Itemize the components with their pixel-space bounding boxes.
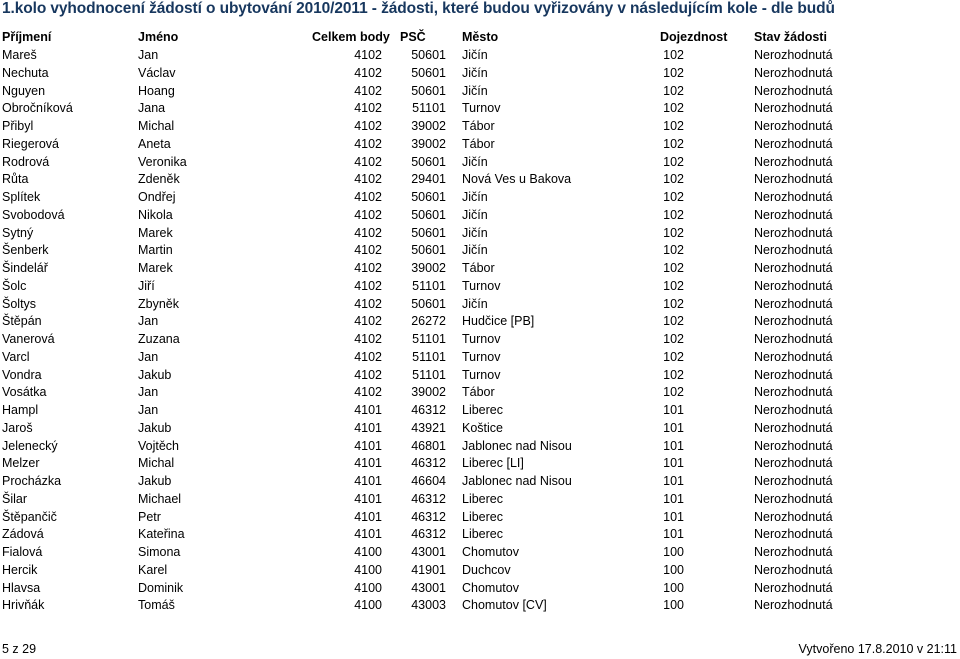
cell-stav-zadosti: Nerozhodnutá [754,456,833,471]
cell-psc: 26272 [411,314,446,329]
cell-stav-zadosti: Nerozhodnutá [754,598,833,613]
cell-psc: 43003 [411,598,446,613]
cell-dojezdnost: 102 [663,367,684,382]
cell-jmeno: Vojtěch [138,438,180,453]
cell-celkem-body: 4101 [354,509,382,524]
cell-stav-zadosti: Nerozhodnutá [754,278,833,293]
cell-psc: 50601 [411,83,446,98]
cell-stav-zadosti: Nerozhodnutá [754,580,833,595]
cell-dojezdnost: 100 [663,562,684,577]
cell-celkem-body: 4101 [354,491,382,506]
cell-dojezdnost: 102 [663,261,684,275]
cell-prijmeni: Mareš [2,48,37,62]
cell-celkem-body: 4101 [354,474,382,488]
cell-stav-zadosti: Nerozhodnutá [754,190,833,204]
cell-jmeno: Michal [138,119,175,133]
cell-mesto: Tábor [462,119,495,133]
cell-mesto: Liberec [462,491,503,506]
table-row [0,296,960,314]
cell-celkem-body: 4102 [354,154,382,169]
cell-stav-zadosti: Nerozhodnutá [754,65,833,80]
cell-stav-zadosti: Nerozhodnutá [754,154,833,169]
cell-psc: 50601 [411,48,446,62]
cell-stav-zadosti: Nerozhodnutá [754,296,833,311]
table-row [0,580,960,598]
cell-prijmeni: Šoltys [2,296,37,311]
cell-jmeno: Dominik [138,580,184,595]
cell-psc: 46312 [411,491,446,506]
cell-celkem-body: 4101 [354,527,382,542]
cell-celkem-body: 4101 [354,420,382,435]
cell-jmeno: Tomáš [138,598,175,613]
cell-jmeno: Jan [138,314,159,329]
cell-celkem-body: 4102 [354,349,382,364]
cell-psc: 39002 [411,261,446,275]
cell-dojezdnost: 102 [663,65,684,80]
cell-stav-zadosti: Nerozhodnutá [754,545,833,559]
column-header-stav-zadosti: Stav žádosti [754,30,827,44]
column-header-jmeno: Jméno [138,30,179,44]
cell-dojezdnost: 102 [663,172,684,187]
cell-celkem-body: 4100 [354,545,382,559]
table-row [0,509,960,527]
cell-stav-zadosti: Nerozhodnutá [754,385,833,400]
cell-prijmeni: Šindelář [2,261,48,275]
cell-jmeno: Hoang [138,83,175,98]
cell-stav-zadosti: Nerozhodnutá [754,136,833,151]
cell-mesto: Nová Ves u Bakova [462,172,572,187]
cell-dojezdnost: 102 [663,243,684,258]
cell-dojezdnost: 102 [663,207,684,222]
cell-dojezdnost: 100 [663,598,684,613]
cell-mesto: Liberec [462,527,503,542]
cell-stav-zadosti: Nerozhodnutá [754,509,833,524]
table-row [0,65,960,83]
cell-celkem-body: 4102 [354,136,382,151]
cell-psc: 46312 [411,403,446,417]
cell-jmeno: Aneta [138,136,171,151]
cell-jmeno: Zbyněk [138,296,179,311]
cell-stav-zadosti: Nerozhodnutá [754,48,833,62]
cell-jmeno: Jakub [138,367,172,382]
created-timestamp: Vytvořeno 17.8.2010 v 21:11 [798,642,957,656]
cell-prijmeni: Vanerová [2,332,55,346]
cell-jmeno: Jakub [138,420,172,435]
cell-jmeno: Zdeněk [138,172,180,187]
cell-prijmeni: Štěpán [2,314,42,329]
cell-mesto: Chomutov [462,545,519,559]
table-row [0,438,960,456]
cell-dojezdnost: 101 [663,509,684,524]
cell-dojezdnost: 102 [663,385,684,400]
cell-dojezdnost: 102 [663,136,684,151]
cell-psc: 51101 [412,349,446,364]
cell-jmeno: Nikola [138,207,173,222]
cell-dojezdnost: 102 [663,332,684,346]
cell-stav-zadosti: Nerozhodnutá [754,314,833,329]
cell-mesto: Hudčice [PB] [462,314,535,329]
cell-dojezdnost: 100 [663,580,684,595]
cell-psc: 50601 [411,296,446,311]
cell-dojezdnost: 102 [663,314,684,329]
cell-mesto: Jičín [462,207,488,222]
cell-jmeno: Jan [138,48,159,62]
cell-celkem-body: 4100 [354,562,382,577]
cell-prijmeni: Sytný [2,225,34,240]
table-row [0,189,960,207]
column-header-celkem-body: Celkem body [312,30,390,44]
cell-prijmeni: Obročníková [2,101,73,116]
cell-dojezdnost: 102 [663,101,684,116]
cell-dojezdnost: 100 [663,545,684,559]
cell-celkem-body: 4100 [354,580,382,595]
cell-celkem-body: 4101 [354,403,382,417]
cell-stav-zadosti: Nerozhodnutá [754,349,833,364]
cell-dojezdnost: 102 [663,190,684,204]
cell-psc: 46312 [411,456,446,471]
cell-mesto: Jablonec nad Nisou [462,438,572,453]
cell-celkem-body: 4102 [354,65,382,80]
table-row [0,455,960,473]
cell-prijmeni: Melzer [2,456,40,471]
cell-celkem-body: 4102 [354,314,382,329]
cell-prijmeni: Rodrová [2,154,50,169]
cell-mesto: Tábor [462,136,495,151]
cell-prijmeni: Šenberk [2,243,49,258]
cell-prijmeni: Šolc [2,278,27,293]
cell-celkem-body: 4102 [354,83,382,98]
cell-prijmeni: Hrivňák [2,598,45,613]
cell-stav-zadosti: Nerozhodnutá [754,243,833,258]
cell-mesto: Tábor [462,261,495,275]
table-row [0,47,960,65]
cell-mesto: Liberec [462,403,503,417]
cell-prijmeni: Nechuta [2,65,49,80]
cell-jmeno: Marek [138,261,173,275]
cell-mesto: Tábor [462,385,495,400]
cell-prijmeni: Štěpančič [2,509,57,524]
cell-stav-zadosti: Nerozhodnutá [754,491,833,506]
cell-prijmeni: Svobodová [2,207,65,222]
cell-celkem-body: 4102 [354,190,382,204]
cell-celkem-body: 4102 [354,172,382,187]
cell-celkem-body: 4102 [354,243,382,258]
cell-dojezdnost: 102 [663,225,684,240]
table-row [0,420,960,438]
cell-mesto: Liberec [LI] [462,456,524,471]
cell-jmeno: Martin [138,243,173,258]
cell-dojezdnost: 102 [663,349,684,364]
cell-jmeno: Jakub [138,474,172,488]
cell-prijmeni: Růta [2,172,29,187]
cell-mesto: Jablonec nad Nisou [462,474,572,488]
cell-mesto: Turnov [462,332,501,346]
cell-psc: 51101 [412,367,446,382]
cell-celkem-body: 4102 [354,48,382,62]
cell-mesto: Turnov [462,278,501,293]
table-row [0,154,960,172]
cell-stav-zadosti: Nerozhodnutá [754,207,833,222]
cell-jmeno: Jan [138,385,159,400]
table-row [0,562,960,580]
table-row [0,260,960,278]
cell-prijmeni: Fialová [2,545,43,559]
cell-stav-zadosti: Nerozhodnutá [754,562,833,577]
table-row [0,349,960,367]
cell-stav-zadosti: Nerozhodnutá [754,261,833,275]
cell-jmeno: Petr [138,509,161,524]
cell-mesto: Jičín [462,296,488,311]
table-row [0,225,960,243]
cell-psc: 29401 [411,172,446,187]
table-row [0,491,960,509]
cell-celkem-body: 4101 [354,456,382,471]
cell-celkem-body: 4102 [354,278,382,293]
cell-celkem-body: 4102 [354,332,382,346]
cell-psc: 46312 [411,509,446,524]
cell-prijmeni: Hlavsa [2,580,41,595]
cell-dojezdnost: 102 [663,296,684,311]
table-row [0,118,960,136]
cell-dojezdnost: 101 [663,491,684,506]
cell-prijmeni: Nguyen [2,83,46,98]
cell-psc: 50601 [411,190,446,204]
cell-psc: 43001 [411,580,446,595]
cell-mesto: Jičín [462,190,488,204]
cell-jmeno: Simona [138,545,181,559]
cell-stav-zadosti: Nerozhodnutá [754,474,833,488]
table-row [0,242,960,260]
cell-dojezdnost: 101 [663,420,684,435]
cell-stav-zadosti: Nerozhodnutá [754,420,833,435]
table-row [0,384,960,402]
cell-celkem-body: 4102 [354,101,382,116]
cell-stav-zadosti: Nerozhodnutá [754,101,833,116]
cell-dojezdnost: 102 [663,119,684,133]
cell-jmeno: Jiří [138,278,155,293]
table-header [0,29,960,46]
cell-prijmeni: Jelenecký [2,438,58,453]
cell-stav-zadosti: Nerozhodnutá [754,225,833,240]
table-row [0,171,960,189]
cell-psc: 50601 [411,154,446,169]
cell-psc: 51101 [412,332,446,346]
cell-psc: 39002 [411,385,446,400]
page-title: 1.kolo vyhodnocení žádostí o ubytování 2010/2011 - žádosti, které budou vyřizovány v následujícím kole - dle budů [2,0,835,17]
cell-jmeno: Karel [138,562,168,577]
cell-mesto: Jičín [462,65,488,80]
table-row [0,278,960,296]
cell-jmeno: Michael [138,491,182,506]
cell-prijmeni: Procházka [2,474,62,488]
table-body [0,47,960,615]
cell-prijmeni: Splítek [2,190,41,204]
cell-dojezdnost: 102 [663,83,684,98]
cell-psc: 39002 [411,136,446,151]
cell-dojezdnost: 102 [663,48,684,62]
cell-psc: 39002 [411,119,446,133]
cell-psc: 43921 [411,420,446,435]
cell-dojezdnost: 101 [663,456,684,471]
cell-stav-zadosti: Nerozhodnutá [754,83,833,98]
cell-prijmeni: Varcl [2,349,30,364]
table-row [0,207,960,225]
cell-psc: 50601 [411,225,446,240]
cell-mesto: Turnov [462,349,501,364]
cell-celkem-body: 4100 [354,598,382,613]
cell-dojezdnost: 101 [663,403,684,417]
cell-celkem-body: 4102 [354,119,382,133]
cell-stav-zadosti: Nerozhodnutá [754,332,833,346]
cell-dojezdnost: 101 [663,474,684,488]
cell-prijmeni: Hampl [2,403,39,417]
cell-celkem-body: 4102 [354,207,382,222]
cell-jmeno: Ondřej [138,190,176,204]
cell-psc: 43001 [411,545,446,559]
table-row [0,473,960,491]
cell-psc: 41901 [411,562,446,577]
table-row [0,136,960,154]
cell-stav-zadosti: Nerozhodnutá [754,403,833,417]
cell-mesto: Koštice [462,420,503,435]
column-header-psc: PSČ [400,30,426,44]
table-row [0,544,960,562]
cell-prijmeni: Riegerová [2,136,59,151]
cell-psc: 51101 [412,101,446,116]
cell-prijmeni: Přibyl [2,119,34,133]
cell-mesto: Turnov [462,367,501,382]
cell-prijmeni: Jaroš [2,420,33,435]
cell-dojezdnost: 102 [663,154,684,169]
cell-prijmeni: Šilar [2,491,28,506]
cell-dojezdnost: 101 [663,438,684,453]
cell-jmeno: Václav [138,65,176,80]
table-row [0,402,960,420]
cell-jmeno: Kateřina [138,527,185,542]
cell-celkem-body: 4102 [354,261,382,275]
cell-mesto: Jičín [462,243,488,258]
table-row [0,83,960,101]
cell-psc: 46604 [411,474,446,488]
cell-celkem-body: 4102 [354,225,382,240]
cell-prijmeni: Vosátka [2,385,47,400]
column-header-prijmeni: Příjmení [2,30,52,44]
cell-mesto: Jičín [462,48,488,62]
cell-psc: 46801 [411,438,446,453]
cell-mesto: Turnov [462,101,501,116]
cell-mesto: Jičín [462,154,488,169]
cell-stav-zadosti: Nerozhodnutá [754,367,833,382]
column-header-dojezdnost: Dojezdnost [660,30,728,44]
cell-mesto: Jičín [462,83,488,98]
cell-jmeno: Jan [138,403,159,417]
cell-psc: 50601 [411,243,446,258]
cell-psc: 50601 [411,207,446,222]
cell-mesto: Chomutov [CV] [462,598,547,613]
cell-psc: 51101 [412,278,446,293]
cell-celkem-body: 4102 [354,296,382,311]
cell-stav-zadosti: Nerozhodnutá [754,172,833,187]
cell-mesto: Duchcov [462,562,511,577]
cell-jmeno: Veronika [138,154,187,169]
cell-mesto: Jičín [462,225,488,240]
cell-jmeno: Michal [138,456,175,471]
cell-mesto: Chomutov [462,580,519,595]
table-row [0,313,960,331]
cell-stav-zadosti: Nerozhodnutá [754,527,833,542]
table-row [0,100,960,118]
table-row [0,331,960,349]
cell-jmeno: Jana [138,101,166,116]
cell-celkem-body: 4101 [354,438,382,453]
cell-dojezdnost: 101 [663,527,684,542]
table-row [0,367,960,385]
cell-dojezdnost: 102 [663,278,684,293]
cell-jmeno: Marek [138,225,173,240]
cell-jmeno: Zuzana [138,332,180,346]
cell-celkem-body: 4102 [354,385,382,400]
cell-stav-zadosti: Nerozhodnutá [754,438,833,453]
column-header-mesto: Město [462,30,499,44]
cell-stav-zadosti: Nerozhodnutá [754,119,833,133]
page-number: 5 z 29 [2,642,37,656]
cell-mesto: Liberec [462,509,503,524]
cell-prijmeni: Vondra [2,367,42,382]
cell-psc: 50601 [411,65,446,80]
cell-prijmeni: Zádová [2,527,44,542]
cell-celkem-body: 4102 [354,367,382,382]
table-row [0,597,960,615]
cell-psc: 46312 [411,527,446,542]
cell-prijmeni: Hercik [2,562,38,577]
table-row [0,526,960,544]
cell-jmeno: Jan [138,349,159,364]
